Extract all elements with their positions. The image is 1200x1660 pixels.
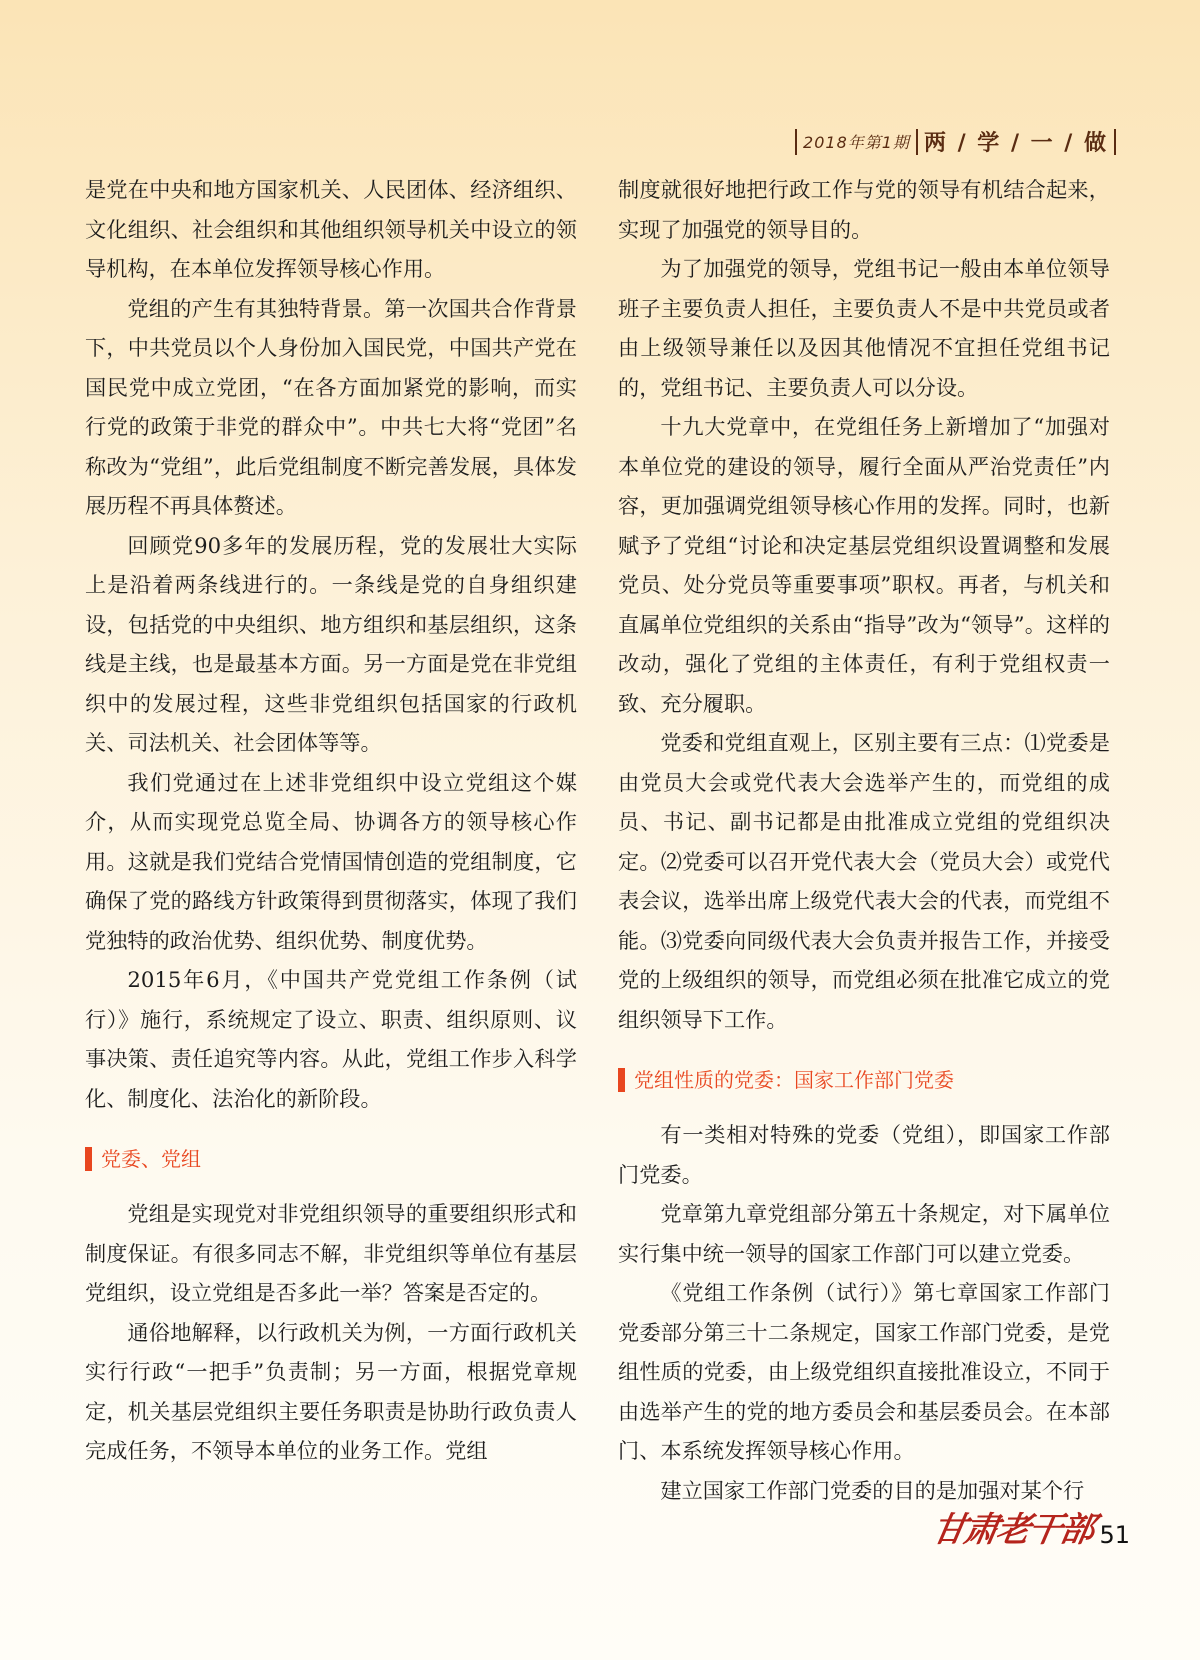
paragraph: 十九大党章中，在党组任务上新增加了“加强对本单位党的建设的领导，履行全面从严治党责任”内容，更加强调党组领导核心作用的发挥。同时，也新赋予了党组“讨论和决定基层党组织设置调整和发展党员、处分党员等重要事项”职权。再者，与机关和直属单位党组织的关系由“指导”改为“领导”。这样的改动，强化了党组的主体责任，有利于党组权责一致、充分履职。 [618,414,1110,716]
header-divider [795,129,797,155]
paragraph: 党委和党组直观上，区别主要有三点：⑴党委是由党员大会或党代表大会选举产生的，而党组的成员、书记、副书记都是由批准成立党组的党组织决定。⑵党委可以召开党代表大会（党员大会）或党代表会议，选举出席上级党代表大会的代表，而党组不能。⑶党委向同级代表大会负责并报告工作，并接受党的上级组织的领导，而党组必须在批准它成立的党组织领导下工作。 [618,730,1110,1032]
magazine-logo: 甘肃老干部 [929,1510,1097,1550]
paragraph: 为了加强党的领导，党组书记一般由本单位领导班子主要负责人担任，主要负责人不是中共党员或者由上级领导兼任以及因其他情况不宜担任党组书记的，党组书记、主要负责人可以分设。 [618,256,1110,400]
running-header [789,126,1122,157]
page-footer [929,1502,1130,1551]
paragraph: 党组是实现党对非党组织领导的重要组织形式和制度保证。有很多同志不解，非党组织等单位有基层党组织，设立党组是否多此一举？答案是否定的。 [85,1201,577,1305]
paragraph: 回顾党90多年的发展历程，党的发展壮大实际上是沿着两条线进行的。一条线是党的自身组织建设，包括党的中央组织、地方组织和基层组织，这条线是主线，也是最基本方面。另一方面是党在非党组织中的发展过程，这些非党组织包括国家的行政机关、司法机关、社会团体等等。 [85,532,577,755]
paragraph: 《党组工作条例（试行）》第七章国家工作部门党委部分第三十二条规定，国家工作部门党委，是党组性质的党委，由上级党组织直接批准设立，不同于由选举产生的党的地方委员会和基层委员会。在本部门、本系统发挥领导核心作用。 [618,1280,1110,1463]
paragraph: 党组的产生有其独特背景。第一次国共合作背景下，中共党员以个人身份加入国民党，中国共产党在国民党中成立党团，“在各方面加紧党的影响，而实行党的政策于非党的群众中”。中共七大将“党团”名称改为“党组”，此后党组制度不断完善发展，具体发展历程不再具体赘述。 [85,295,577,518]
paragraph: 2015年6月，《中国共产党党组工作条例（试行）》施行，系统规定了设立、职责、组织原则、议事决策、责任追究等内容。从此，党组工作步入科学化、制度化、法治化的新阶段。 [85,967,577,1111]
section-heading [618,1065,1110,1095]
paragraph: 是党在中央和地方国家机关、人民团体、经济组织、文化组织、社会组织和其他组织领导机关中设立的领导机构，在本单位发挥领导核心作用。 [85,177,577,281]
page-number: 51 [1099,1521,1130,1549]
heading-marker [85,1147,92,1171]
issue-label: 2018年第1期 [803,133,910,152]
paragraph: 党章第九章党组部分第五十条规定，对下属单位实行集中统一领导的国家工作部门可以建立党委。 [618,1201,1110,1266]
right-column [618,170,1110,1510]
column-title: 两 / 学 / 一 / 做 [923,131,1108,156]
paragraph: 制度就很好地把行政工作与党的领导有机结合起来，实现了加强党的领导目的。 [618,177,1110,242]
header-divider [916,129,918,155]
header-divider [1114,129,1116,155]
paragraph: 有一类相对特殊的党委（党组），即国家工作部门党委。 [618,1122,1110,1187]
section-heading [85,1144,577,1174]
section-heading-text: 党组性质的党委：国家工作部门党委 [634,1068,954,1092]
paragraph: 建立国家工作部门党委的目的是加强对某个行 [660,1477,1085,1503]
paragraph: 我们党通过在上述非党组织中设立党组这个媒介，从而实现党总览全局、协调各方的领导核心作用。这就是我们党结合党情国情创造的党组制度，它确保了党的路线方针政策得到贯彻落实，体现了我们党独特的政治优势、组织优势、制度优势。 [85,769,577,953]
section-heading-text: 党委、党组 [101,1147,201,1171]
paragraph: 通俗地解释，以行政机关为例，一方面行政机关实行行政“一把手”负责制；另一方面，根据党章规定，机关基层党组织主要任务职责是协助行政负责人完成任务，不领导本单位的业务工作。党组 [85,1319,577,1463]
heading-marker [618,1068,625,1092]
left-column [85,170,577,1471]
